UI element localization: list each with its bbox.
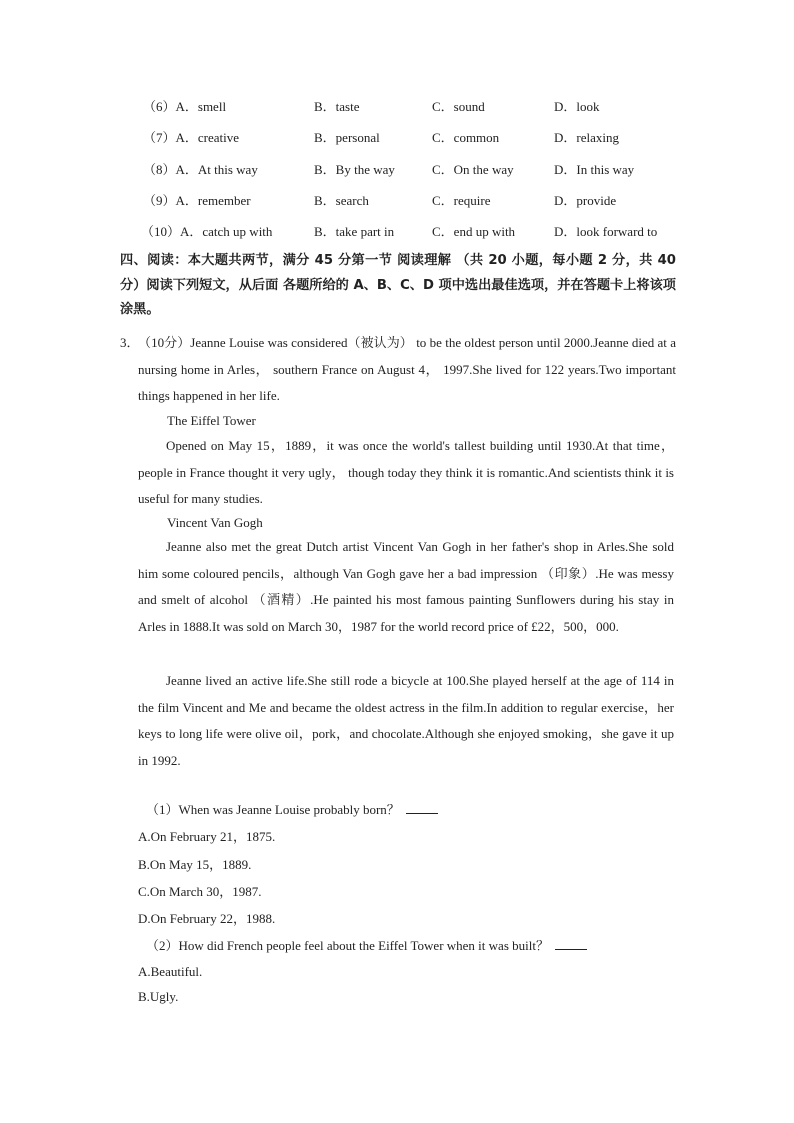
paragraph-active-life: Jeanne lived an active life.She still rode a bicycle at 100.She played herself at the age of 114 in the film Vincent and Me and became the oldest actress in the film.In addition to regular exercise，her keys to long life were olive oil，pork，and chocolate.Although she enjoyed smoking，she gave it up in 1992. bbox=[138, 673, 674, 768]
option-d: D．relaxing bbox=[554, 130, 619, 145]
sub-question-1 bbox=[146, 800, 438, 820]
option-a: （10）A．catch up with bbox=[141, 224, 273, 239]
q1-choice-b: B.On May 15，1889. bbox=[138, 857, 252, 872]
paragraph-eiffel-tower: Opened on May 15，1889，it was once the world's tallest building until 1930.At that time， people in France thought it very ugly， though today they think it is romantic.And scientists think it is useful for many studies. bbox=[138, 438, 674, 507]
option-b: B．taste bbox=[314, 99, 360, 114]
option-d: D．look bbox=[554, 99, 600, 114]
paragraph-van-gogh: Jeanne also met the great Dutch artist Vincent Van Gogh in her father's shop in Arles.She sold him some coloured pencils，although Van Gogh gave her a bad impression （印象）.He was messy and smelt of alcohol （酒精）.He painted his most famous painting Sunflowers during his stay in Arles in 1888.It was sold on March 30，1987 for the world record price of £22，500，000. bbox=[138, 539, 674, 634]
option-b: B．By the way bbox=[314, 162, 395, 177]
option-c: C．common bbox=[432, 130, 500, 145]
question-3-intro bbox=[120, 330, 676, 410]
section-4-instructions: 四、阅读：本大题共两节，满分 45 分第一节 阅读理解 （共 20 小题，每小题 2 分，共 40 分）阅读下列短文，从后面 各题所给的 A、B、C、D 项中选出最佳选项，并在答题卡上将该项涂黑。 bbox=[120, 253, 676, 317]
question-text: （2）How did French people feel about the Eiffel Tower when it was built？ bbox=[146, 938, 549, 953]
option-c: C．sound bbox=[432, 99, 485, 114]
option-b: B．search bbox=[314, 193, 369, 208]
option-d: D．provide bbox=[554, 193, 617, 208]
answer-blank[interactable] bbox=[406, 801, 438, 814]
heading-eiffel-tower: The Eiffel Tower bbox=[167, 413, 256, 428]
intro-text: （10分）Jeanne Louise was considered（被认为） to be the oldest person until 2000.Jeanne died at a nursing home in Arles， southern France on August 4， 1997.She lived for 122 years.Two important things happened in her life. bbox=[138, 335, 676, 404]
option-c: C．end up with bbox=[432, 224, 516, 239]
heading-van-gogh: Vincent Van Gogh bbox=[167, 515, 263, 530]
question-number: 3． bbox=[120, 335, 140, 350]
q2-choice-b: B.Ugly. bbox=[138, 989, 179, 1004]
q1-choice-a: A.On February 21，1875. bbox=[138, 829, 276, 844]
q1-choice-c: C.On March 30，1987. bbox=[138, 884, 262, 899]
q2-choice-a: A.Beautiful. bbox=[138, 964, 203, 979]
answer-blank[interactable] bbox=[555, 937, 587, 950]
question-text: （1）When was Jeanne Louise probably born？ bbox=[146, 802, 400, 817]
option-d: D．look forward to bbox=[554, 224, 658, 239]
option-a: （7）A．creative bbox=[143, 130, 240, 145]
option-a: （8）A．At this way bbox=[143, 162, 258, 177]
option-d: D．In this way bbox=[554, 162, 635, 177]
option-a: （9）A．remember bbox=[143, 193, 251, 208]
option-a: （6）A．smell bbox=[143, 99, 227, 114]
option-c: C．On the way bbox=[432, 162, 514, 177]
option-b: B．take part in bbox=[314, 224, 395, 239]
sub-question-2 bbox=[146, 936, 587, 956]
q1-choice-d: D.On February 22，1988. bbox=[138, 911, 276, 926]
option-c: C．require bbox=[432, 193, 491, 208]
option-b: B．personal bbox=[314, 130, 380, 145]
